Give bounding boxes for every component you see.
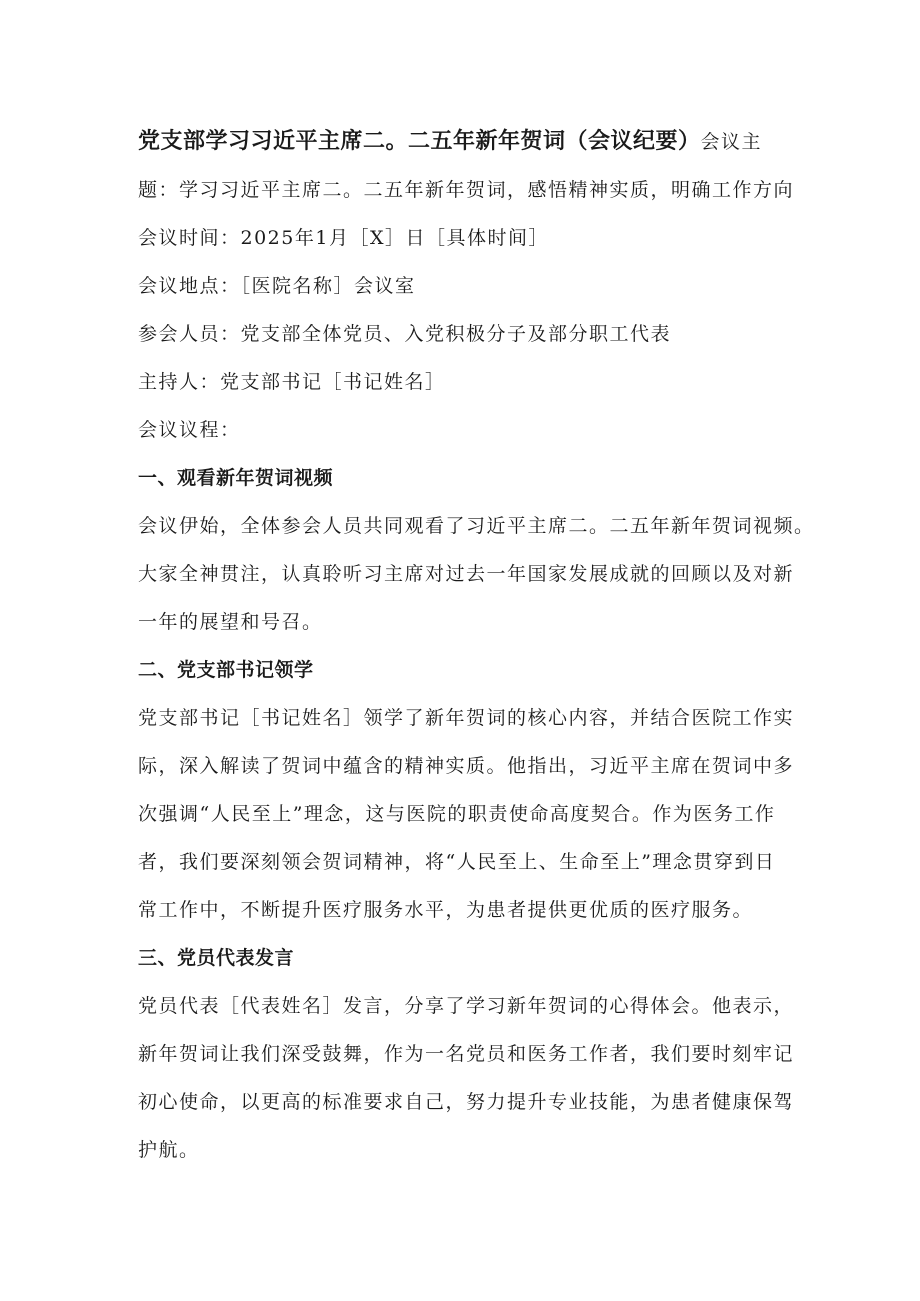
section-3-line: 初心使命，以更高的标准要求自己，努力提升专业技能，为患者健康保驾 [138, 1091, 795, 1113]
section-2-line: 常工作中，不断提升医疗服务水平，为患者提供更优质的医疗服务。 [138, 899, 754, 921]
section-3-line: 党员代表［代表姓名］发言，分享了学习新年贺词的心得体会。他表示， [138, 995, 795, 1017]
section-3-heading: 三、党员代表发言 [138, 947, 295, 969]
title-main: 党支部学习习近平主席二。二五年新年贺词（会议纪要） [138, 129, 701, 154]
section-3-line: 新年贺词让我们深受鼓舞，作为一名党员和医务工作者，我们要时刻牢记 [138, 1043, 795, 1065]
section-1-line: 大家全神贯注，认真聆听习主席对过去一年国家发展成就的回顾以及对新 [138, 563, 795, 585]
section-2-line: 际，深入解读了贺词中蕴含的精神实质。他指出，习近平主席在贺词中多 [138, 755, 795, 777]
section-2-heading: 二、党支部书记领学 [138, 659, 314, 681]
section-1-heading: 一、观看新年贺词视频 [138, 467, 334, 489]
meeting-agenda-label: 会议议程： [138, 419, 241, 441]
meeting-theme: 题：学习习近平主席二。二五年新年贺词，感悟精神实质，明确工作方向 [138, 179, 795, 201]
document-page [138, 118, 815, 1174]
section-2-line: 者，我们要深刻领会贺词精神，将“人民至上、生命至上”理念贯穿到日 [138, 851, 776, 873]
section-3-line: 护航。 [138, 1139, 200, 1161]
meeting-place: 会议地点：［医院名称］会议室 [138, 275, 416, 297]
section-2-line: 次强调“人民至上”理念，这与医院的职责使命高度契合。作为医务工作 [138, 803, 776, 825]
meeting-host: 主持人：党支部书记［书记姓名］ [138, 371, 446, 393]
document-title [138, 118, 788, 166]
meeting-time: 会议时间：2025年1月［X］日［具体时间］ [138, 227, 549, 249]
section-2-line: 党支部书记［书记姓名］领学了新年贺词的核心内容，并结合医院工作实 [138, 707, 795, 729]
section-1-line: 一年的展望和号召。 [138, 611, 323, 633]
meeting-attendees: 参会人员：党支部全体党员、入党积极分子及部分职工代表 [138, 323, 672, 345]
title-continuation: 会议主 [700, 131, 763, 153]
section-1-line: 会议伊始，全体参会人员共同观看了习近平主席二。二五年新年贺词视频。 [138, 515, 815, 537]
